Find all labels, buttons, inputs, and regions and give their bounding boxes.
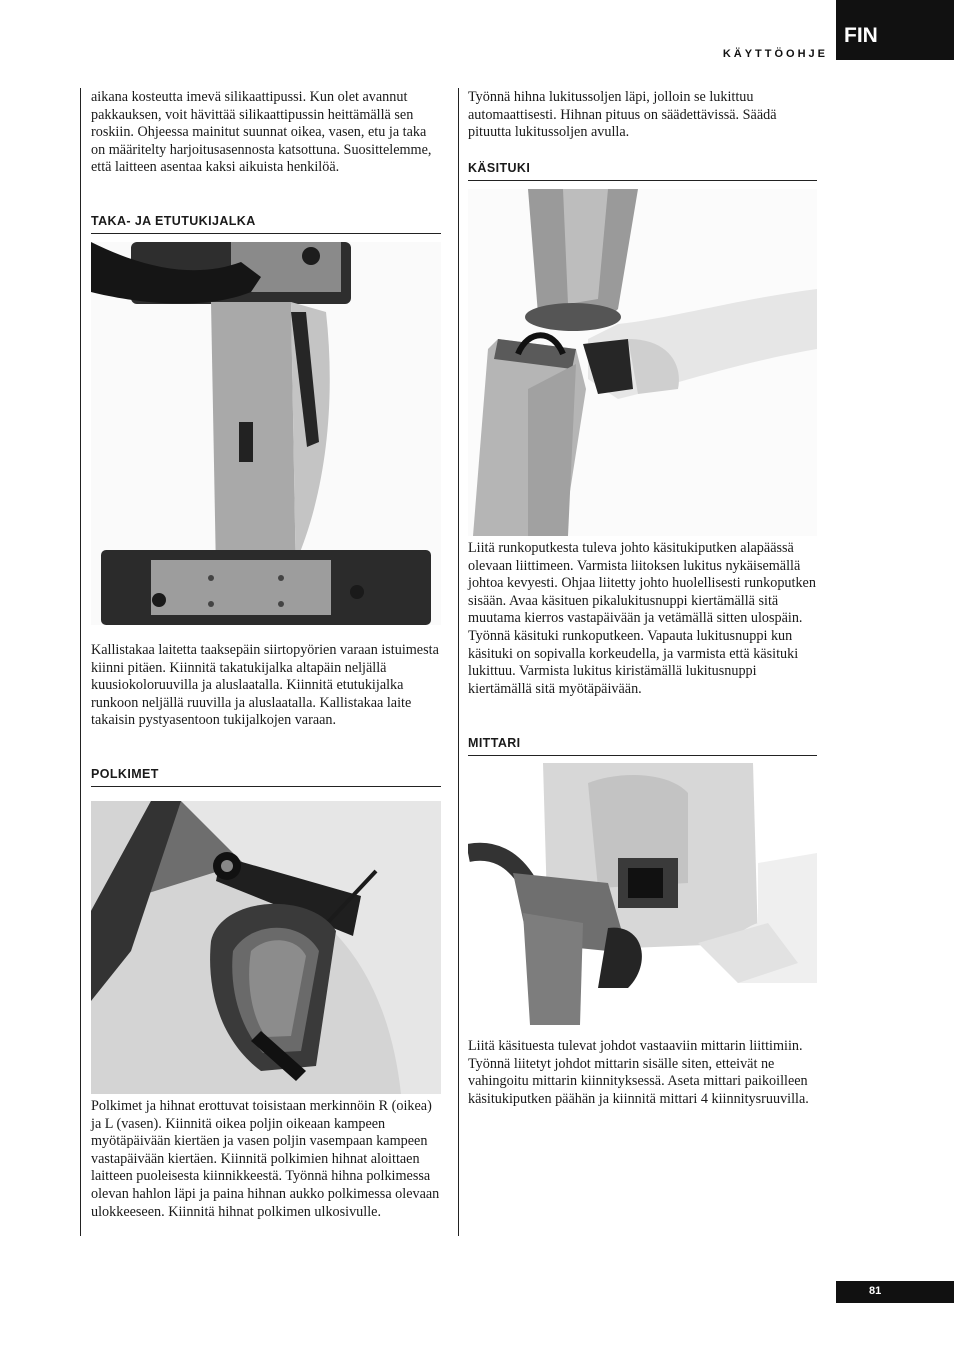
console-photo — [468, 763, 817, 1025]
language-tab — [836, 0, 954, 60]
heading-pedals: POLKIMET — [91, 767, 441, 787]
page-number: 81 — [869, 1285, 882, 1297]
handlebar-text: Liitä runkoputkesta tuleva johto käsitukiputken alapäässä olevaan liittimeen. Varmista liitoksen lukitus nykäisemällä johtoa kevyesti. Ohjaa liitetty johto huolellisesti runkoputken sisään. Avaa käsituen pikalukitusnuppi kiertämällä sitä muutama kierros vastapäivään ja vetämällä sitten ulospäin. Työnnä käsituki runkoputkeen. Vapauta lukitusnuppi kun käsituki on sopivalla korkeudella, ja varmista että käsituki lukittuu. Varmista lukitus kiristämällä lukitusnuppi kiertämällä sitä myötäpäivään. — [468, 540, 816, 697]
stabilizer-photo — [91, 242, 441, 625]
heading-console: MITTARI — [468, 736, 817, 756]
pedals-text: Polkimet ja hihnat erottuvat toisistaan merkinnöin R (oikea) ja L (vasen). Kiinnitä oikea poljin oikeaan kampeen myötäpäivään kiertäen ja vasen poljin vasempaan kampeen vastapäivään kiertäen. Kiinnitä polkimien hihnat aloittaen laitteen puoleisesta kiinnikkeestä. Työnnä hihna polkimessa olevan hahlon läpi ja paina hihnan aukko polkimessa olevaan ulokkeeseen. Kiinnitä hihnat polkimen ulkosivulle. — [91, 1098, 440, 1220]
left-intro-text: aikana kosteutta imevä silikaattipussi. Kun olet avannut pakkauksen, voit hävittää silikaattipussin heittämällä sen roskiin. Ohjeessa mainitut suunnat oikea, vasen, etu ja taka on määritelty harjoitusasennosta katsottuna. Suosittelemme, että laitteen asentaa kaksi aikuista henkilöä. — [91, 89, 432, 176]
heading-handlebar: KÄSITUKI — [468, 161, 817, 181]
center-column-rule — [458, 88, 459, 1236]
handlebar-photo — [468, 189, 817, 536]
right-intro-text: Työnnä hihna lukitussoljen läpi, jolloin se lukittuu automaattisesti. Hihnan pituus on säädettävissä. Säädä pituutta lukitussoljen avulla. — [468, 89, 777, 141]
stabilizers-text: Kallistakaa laitetta taaksepäin siirtopyörien varaan istuimesta kiinni pitäen. Kiinnitä takatukijalka altapäin neljällä kuusiokoloruuvilla ja aluslaatalla. Kiinnitä etutukijalka runkoon neljällä ruuvilla ja aluslaatalla. Kallistakaa laite takaisin pystyasentoon tukijalkojen varaan. — [91, 642, 439, 729]
page-number-tab — [836, 1281, 954, 1303]
manual-label: KÄYTTÖOHJE — [722, 48, 828, 60]
language-tab-label: FIN — [844, 24, 878, 47]
console-text: Liitä käsituesta tulevat johdot vastaaviin mittarin liittimiin. Työnnä liitetyt johdot mittarin sisälle siten, etteivät ne vahingoitu mittarin kiinnityksessä. Aseta mittari paikoilleen käsitukiputken päähän ja kiinnitä mittari 4 kiinnitysruuvilla. — [468, 1038, 809, 1107]
heading-stabilizers: TAKA- JA ETUTUKIJALKA — [91, 214, 441, 234]
left-column-rule — [80, 88, 81, 1236]
pedal-photo — [91, 801, 441, 1094]
